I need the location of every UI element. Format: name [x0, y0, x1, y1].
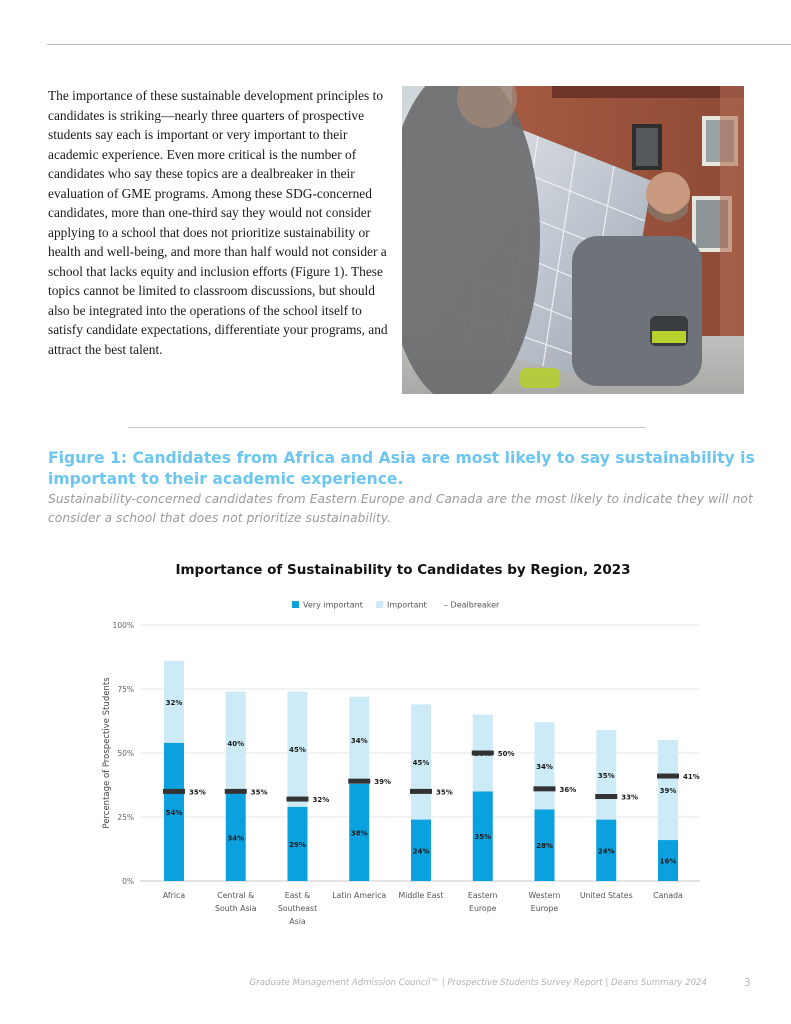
data-label-very-important: 24% — [597, 847, 615, 856]
dealbreaker-marker — [410, 789, 432, 794]
page-number: 3 — [744, 977, 751, 989]
data-label-important: 39% — [659, 787, 677, 796]
data-label-dealbreaker: 33% — [621, 793, 639, 802]
y-tick-label: 25% — [117, 813, 134, 822]
legend-swatch-important — [376, 601, 383, 608]
legend-label-very-important: Very important — [303, 600, 363, 610]
x-tick-label: Latin America — [332, 891, 387, 900]
dealbreaker-marker — [287, 797, 309, 802]
data-label-dealbreaker: 35% — [436, 788, 453, 797]
dealbreaker-marker — [657, 774, 679, 779]
data-label-dealbreaker: 39% — [374, 778, 392, 787]
figure-subtitle: Sustainability-concerned candidates from Eastern Europe and Canada are the most likely to indicate they will not consider a school that does not prioritize sustainability. — [48, 492, 753, 525]
section-divider — [128, 427, 646, 428]
x-tick-label: Western Europe — [528, 891, 561, 913]
data-label-dealbreaker: 32% — [312, 796, 330, 805]
data-label-important: 45% — [412, 758, 430, 767]
y-tick-label: 0% — [122, 877, 134, 886]
dealbreaker-marker — [225, 789, 247, 794]
x-tick-label: Central & South Asia — [215, 891, 257, 913]
dealbreaker-marker — [163, 789, 185, 794]
x-tick-label: Middle East — [398, 891, 444, 900]
data-label-dealbreaker: 36% — [559, 785, 577, 794]
data-label-important: 40% — [227, 739, 245, 748]
data-label-dealbreaker: 41% — [683, 773, 700, 782]
data-label-important: 32% — [165, 698, 183, 707]
dealbreaker-marker — [534, 786, 556, 791]
y-tick-label: 100% — [112, 621, 134, 630]
figure-title: Figure 1: Candidates from Africa and Asia are most likely to say sustainability is important to their academic experience. — [48, 449, 755, 488]
data-label-very-important: 35% — [474, 833, 492, 842]
y-tick-label: 75% — [117, 685, 134, 694]
footer-text: Graduate Management Admission Council™ | Prospective Students Survey Report | Deans Summary 2024 — [249, 978, 707, 988]
photo-workers-carrying-solar-panel — [402, 86, 744, 394]
x-tick-label: Africa — [162, 891, 186, 900]
y-tick-label: 50% — [117, 749, 134, 758]
data-label-important: 34% — [536, 762, 553, 771]
dealbreaker-marker — [595, 794, 617, 799]
data-label-dealbreaker: 50% — [497, 750, 515, 758]
data-label-important: 34% — [350, 737, 368, 746]
dealbreaker-marker — [348, 779, 370, 784]
x-tick-label: United States — [579, 891, 633, 900]
data-label-very-important: 24% — [412, 847, 430, 856]
data-label-dealbreaker: 35% — [250, 788, 268, 797]
data-label-very-important: 16% — [659, 857, 677, 866]
body-paragraph: The importance of these sustainable development principles to candidates is striking—nearly three quarters of prospective students say each is important or very important to their academic experience. Even more critical is the number of candidates who say these topics are a dealbreaker in their evaluation of GME programs. Among these SDG-concerned candidates, more than one-third say they would not consider applying to a school that does not prioritize sustainability or health and well-being, and more than half would not consider a school that lacks equity and inclusion efforts (Figure 1). These topics cannot be limited to classroom discussions, but should also be integrated into the operations of the school itself to satisfy candidate expectations, differentiate your programs, and attract the best talent. — [48, 88, 388, 357]
top-divider — [47, 44, 791, 45]
legend-label-dealbreaker: – Dealbreaker — [444, 600, 500, 610]
data-label-important: 35% — [597, 771, 615, 780]
data-label-important: 45% — [289, 746, 306, 755]
data-label-very-important: 34% — [227, 834, 245, 843]
sustainability-chart — [0, 550, 791, 940]
dealbreaker-marker — [472, 751, 494, 756]
y-axis-label: Percentage of Prospective Students — [102, 677, 112, 829]
data-label-dealbreaker: 35% — [189, 788, 206, 797]
data-label-very-important: 54% — [165, 808, 183, 817]
data-label-very-important: 29% — [289, 840, 306, 849]
x-tick-label: Eastern Europe — [467, 891, 498, 913]
data-label-very-important: 28% — [536, 842, 553, 851]
legend-label-important: Important — [387, 600, 427, 610]
legend-swatch-very-important — [292, 601, 299, 608]
x-tick-label: Canada — [653, 891, 683, 900]
data-label-very-important: 38% — [350, 829, 368, 838]
x-tick-label: East & Southeast Asia — [277, 891, 318, 926]
chart-title: Importance of Sustainability to Candidates by Region, 2023 — [175, 562, 631, 578]
